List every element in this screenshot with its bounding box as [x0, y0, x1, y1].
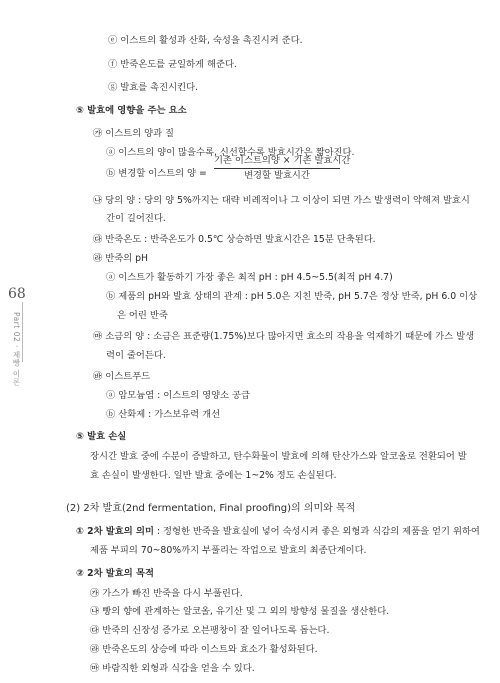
text-line: ⓖ 발효를 촉진시킨다.	[108, 82, 199, 93]
text-line: ⓔ 이스트의 활성과 산화, 숙성을 촉진시켜 준다.	[108, 35, 303, 46]
text-line: ⓑ 제품의 pH와 발효 상태의 관계 : pH 5.0은 지친 반죽, pH 5.7은 정상 반죽, pH 6.0 이상	[106, 291, 478, 302]
text-line: ⓐ 이스트의 양이 많을수록, 신선할수록 발효시간은 짧아진다.	[106, 147, 355, 158]
side-divider	[22, 302, 23, 362]
text-line: 은 어린 반죽	[117, 310, 168, 321]
text-line: ⓑ 산화제 : 가스보유력 개선	[106, 409, 221, 420]
definition-line	[76, 526, 480, 538]
text-line: ㉰ 반죽온도 : 반죽온도가 0.5℃ 상승하면 발효시간은 15분 단축된다.	[93, 234, 376, 245]
fraction-bar	[214, 168, 340, 169]
text-line: 효 손실이 발생한다. 일반 발효 중에는 1~2% 정도 손실된다.	[90, 470, 337, 481]
section-heading: ⑤ 발효에 영향을 주는 요소	[76, 105, 187, 116]
definition-text: : 정형한 반죽을 발효실에 넣어 숙성시켜 좋은 외형과 식감의 제품을 얻기 위하여	[153, 526, 480, 537]
formula-label: ⓑ 변경할 이스트의 양 =	[106, 168, 207, 179]
section-heading: ② 2차 발효의 목적	[76, 568, 154, 579]
fraction-denominator: 변경할 발효시간	[244, 170, 310, 181]
section-heading: ⑤ 발효 손실	[76, 431, 127, 442]
list-item: ㉮ 가스가 빠진 반죽을 다시 부풀린다.	[90, 588, 243, 599]
text-line: 력이 줄어든다.	[106, 350, 166, 361]
text-line: ⓕ 반죽온도를 균일하게 해준다.	[108, 59, 237, 70]
fraction-numerator: 기존 이스트의양 × 기존 발효시간	[214, 155, 351, 166]
formula-fraction	[214, 155, 351, 181]
list-item: ㉯ 빵의 향에 관계하는 알코올, 유기산 및 그 외의 방향성 물질을 생산한다.	[90, 606, 390, 617]
subheading: ㉱ 반죽의 pH	[93, 253, 149, 264]
list-item: ㉲ 바람직한 외형과 식감을 얻을 수 있다.	[90, 663, 255, 674]
subheading: ㉳ 이스트푸드	[93, 371, 151, 382]
text-line: 제품 부피의 70~80%까지 부풀리는 작업으로 발효의 최종단계이다.	[90, 545, 367, 556]
text-line: 간이 길어진다.	[106, 213, 166, 224]
text-line: ⓐ 암모늄염 : 이스트의 영양소 공급	[106, 390, 250, 401]
definition-term: ① 2차 발효의 의미	[76, 526, 154, 537]
side-section-label: Part 02 · 제빵 이론	[12, 312, 21, 386]
text-line: 장시간 발효 중에 수분이 증발하고, 탄수화물이 발효에 의해 탄산가스와 알코올로 전환되어 발	[90, 451, 467, 462]
page-number: 68	[8, 286, 26, 302]
section-title: (2) 2차 발효(2nd fermentation, Final proofing)의 의미와 목적	[66, 503, 356, 514]
text-line: ㉲ 소금의 양 : 소금은 표준량(1.75%)보다 많아지면 효소의 작용을 억제하기 때문에 가스 발생	[93, 331, 475, 342]
text-line: ㉯ 당의 양 : 당의 양 5%까지는 대략 비례적이나 그 이상이 되면 가스 발생력이 약해져 발효시	[93, 195, 470, 206]
text-line: ⓐ 이스트가 활동하기 가장 좋은 최적 pH : pH 4.5~5.5(최적 pH 4.7)	[106, 272, 393, 283]
list-item: ㉱ 반죽온도의 상승에 따라 이스트와 효소가 활성화된다.	[90, 644, 318, 655]
list-item: ㉰ 반죽의 신장성 증가로 오븐팽창이 잘 일어나도록 돕는다.	[90, 625, 330, 636]
subheading: ㉮ 이스트의 양과 질	[93, 128, 175, 139]
